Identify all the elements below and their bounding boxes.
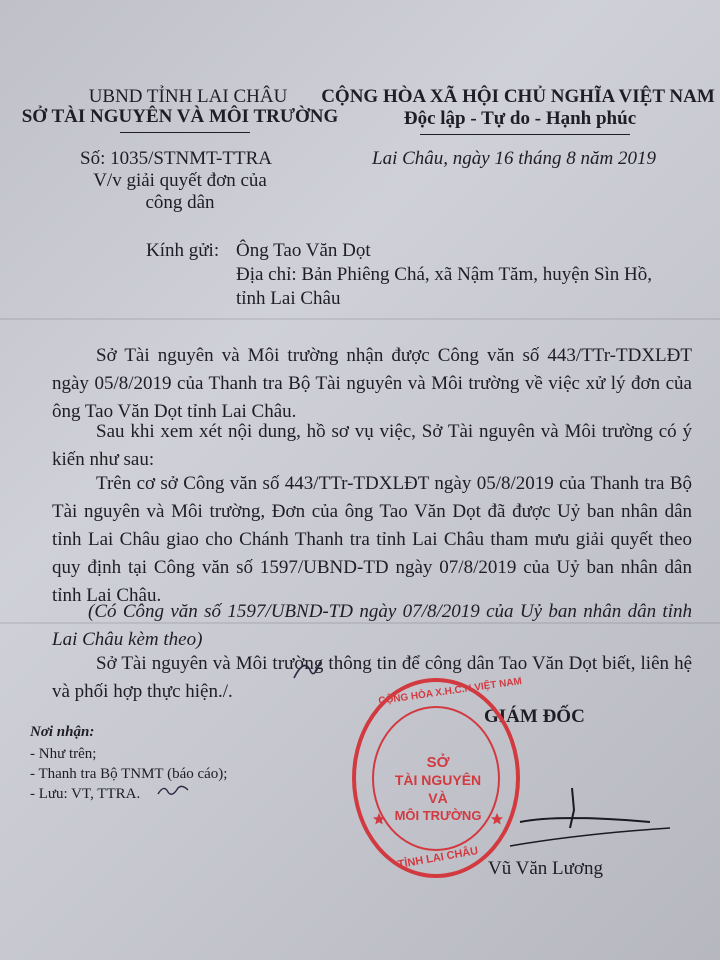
recipient-label: Kính gửi: [146, 240, 220, 261]
recipient-address: tỉnh Lai Châu [236, 288, 341, 309]
handwritten-signature [480, 770, 680, 860]
motto-underline [420, 134, 630, 135]
stamp-text: SỞ [426, 754, 450, 771]
stamp-star-icon [372, 812, 386, 826]
nation-motto: Độc lập - Tự do - Hạnh phúc [403, 108, 637, 129]
recipients-item: - Thanh tra Bộ TNMT (báo cáo); [30, 766, 228, 782]
recipients-item: - Lưu: VT, TTRA. [30, 786, 141, 802]
signer-title: GIÁM ĐỐC [484, 706, 585, 727]
department-name: SỞ TÀI NGUYÊN VÀ MÔI TRƯỜNG [21, 106, 339, 127]
stamp-outer-text: CỘNG HÒA X.H.C.N VIỆT NAM [377, 675, 523, 708]
place-date: Lai Châu, ngày 16 tháng 8 năm 2019 [372, 148, 656, 169]
header-underline [120, 132, 250, 133]
body-paragraph: Sở Tài nguyên và Môi trường nhận được Công văn số 443/TTr-TDXLĐT ngày 05/8/2019 của Thanh tra Bộ Tài nguyên và Môi trường về việc xử lý đơn của ông Tao Văn Dọt tỉnh Lai Châu. [52, 345, 692, 422]
recipient-name: Ông Tao Văn Dọt [236, 240, 371, 261]
recipient-address: Địa chỉ: Bản Phiêng Chá, xã Nậm Tăm, huyện Sìn Hồ, [236, 264, 653, 285]
recipients-item: - Như trên; [30, 746, 97, 762]
body-paragraph: Trên cơ sở Công văn số 443/TTr-TDXLĐT ngày 05/8/2019 của Thanh tra Bộ Tài nguyên và Môi trường, Đơn của ông Tao Văn Dọt đã được Uỷ ban nhân dân tỉnh Lai Châu giao cho Chánh Thanh tra tỉnh Lai Châu tham mưu giải quyết theo quy định tại Công văn số 1597/UBND-TD ngày 07/8/2019 của Uỷ ban nhân dân tỉnh Lai Châu. [52, 473, 692, 606]
body-paragraph: Sau khi xem xét nội dung, hồ sơ vụ việc, Sở Tài nguyên và Môi trường có ý kiến như sau: [52, 421, 692, 470]
document-subject: V/v giải quyết đơn của [93, 170, 267, 191]
stamp-text: VÀ [428, 790, 448, 806]
stamp-bottom-text: TỈNH LAI CHÂU [396, 845, 480, 871]
stamp-text: MÔI TRƯỜNG [394, 808, 482, 823]
document-subject: công dân [145, 192, 215, 213]
document-number: Số: 1035/STNMT-TTRA [80, 148, 272, 169]
stamp-text: TÀI NGUYÊN [394, 772, 482, 788]
initials-mark [290, 656, 324, 686]
nation-title: CỘNG HÒA XÃ HỘI CHỦ NGHĨA VIỆT NAM [321, 86, 715, 107]
recipients-title: Nơi nhận: [30, 724, 95, 740]
initials-mark [156, 780, 190, 800]
body-paragraph: Sở Tài nguyên và Môi trường thông tin để công dân Tao Văn Dọt biết, liên hệ và phối hợp thực hiện./. [52, 653, 692, 702]
paper-fold-line [0, 318, 720, 320]
signer-name: Vũ Văn Lương [488, 858, 603, 879]
agency-name: UBND TỈNH LAI CHÂU [88, 86, 288, 107]
body-paragraph-note: (Có Công văn số 1597/UBND-TD ngày 07/8/2019 của Uỷ ban nhân dân tỉnh Lai Châu kèm theo) [52, 601, 692, 650]
